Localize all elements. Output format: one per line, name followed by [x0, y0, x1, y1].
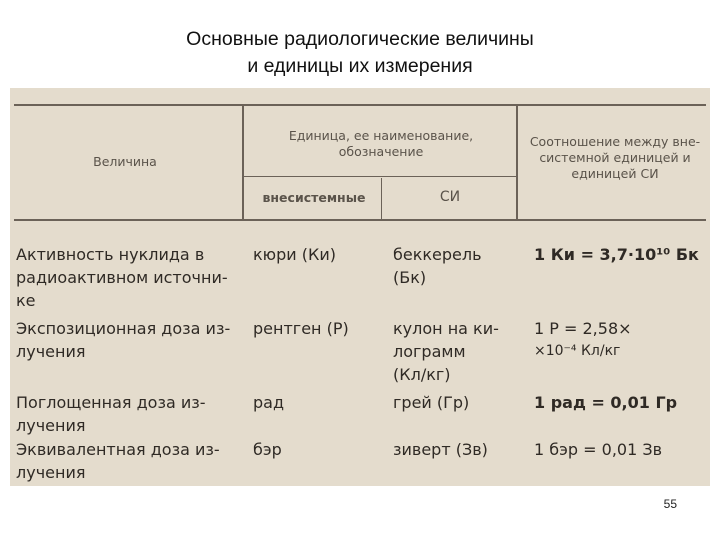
- table-row-1-ratio: 1 Ки = 3,7·10¹⁰ Бк: [534, 245, 699, 264]
- table-row-3-si: грей (Гр): [393, 393, 470, 412]
- table-row-3-ratio: 1 рад = 0,01 Гр: [534, 393, 678, 412]
- header-non-system: внесистемные: [262, 190, 366, 205]
- header-ratio: Соотношение между вне- системной единицей и единицей СИ: [529, 134, 701, 181]
- table-row-4-quantity: Эквивалентная доза из- лучения: [16, 440, 220, 482]
- scanned-table-image: [10, 88, 710, 486]
- table-header-rule: [14, 219, 706, 221]
- header-quantity: Величина: [93, 154, 157, 169]
- column-divider-1: [242, 106, 244, 219]
- header-unit-group: Единица, ее наименование, обозначение: [288, 128, 474, 159]
- column-divider-2: [381, 178, 382, 219]
- table-row-4-ratio: 1 бэр = 0,01 Зв: [534, 440, 663, 459]
- table-row-4-non-system: бэр: [253, 440, 282, 459]
- slide-title-line-1: Основные радиологические величины: [186, 28, 534, 50]
- table-row-3-quantity: Поглощенная доза из- лучения: [16, 393, 206, 435]
- table-row-1-non-system: кюри (Ки): [253, 245, 337, 264]
- unit-group-rule: [242, 176, 518, 177]
- table-row-2-ratio: 1 Р = 2,58× ×10⁻⁴ Кл/кг: [534, 319, 632, 359]
- page-number: 55: [663, 497, 677, 511]
- table-top-rule: [14, 104, 706, 106]
- table-row-3-non-system: рад: [253, 393, 285, 412]
- slide-title: [0, 26, 720, 80]
- table-row-4-si: зиверт (Зв): [393, 440, 488, 459]
- table-row-2-non-system: рентген (Р): [253, 319, 349, 338]
- table-row-2-si: кулон на ки- лограмм (Кл/кг): [393, 319, 499, 384]
- column-divider-3: [516, 106, 518, 219]
- header-si: СИ: [439, 189, 461, 205]
- table-row-2-quantity: Экспозиционная доза из- лучения: [16, 319, 231, 361]
- slide-title-line-2: и единицы их измерения: [247, 55, 473, 77]
- table-row-1-quantity: Активность нуклида в радиоактивном источни- ке: [16, 245, 228, 310]
- table-row-1-si: беккерель (Бк): [393, 245, 482, 287]
